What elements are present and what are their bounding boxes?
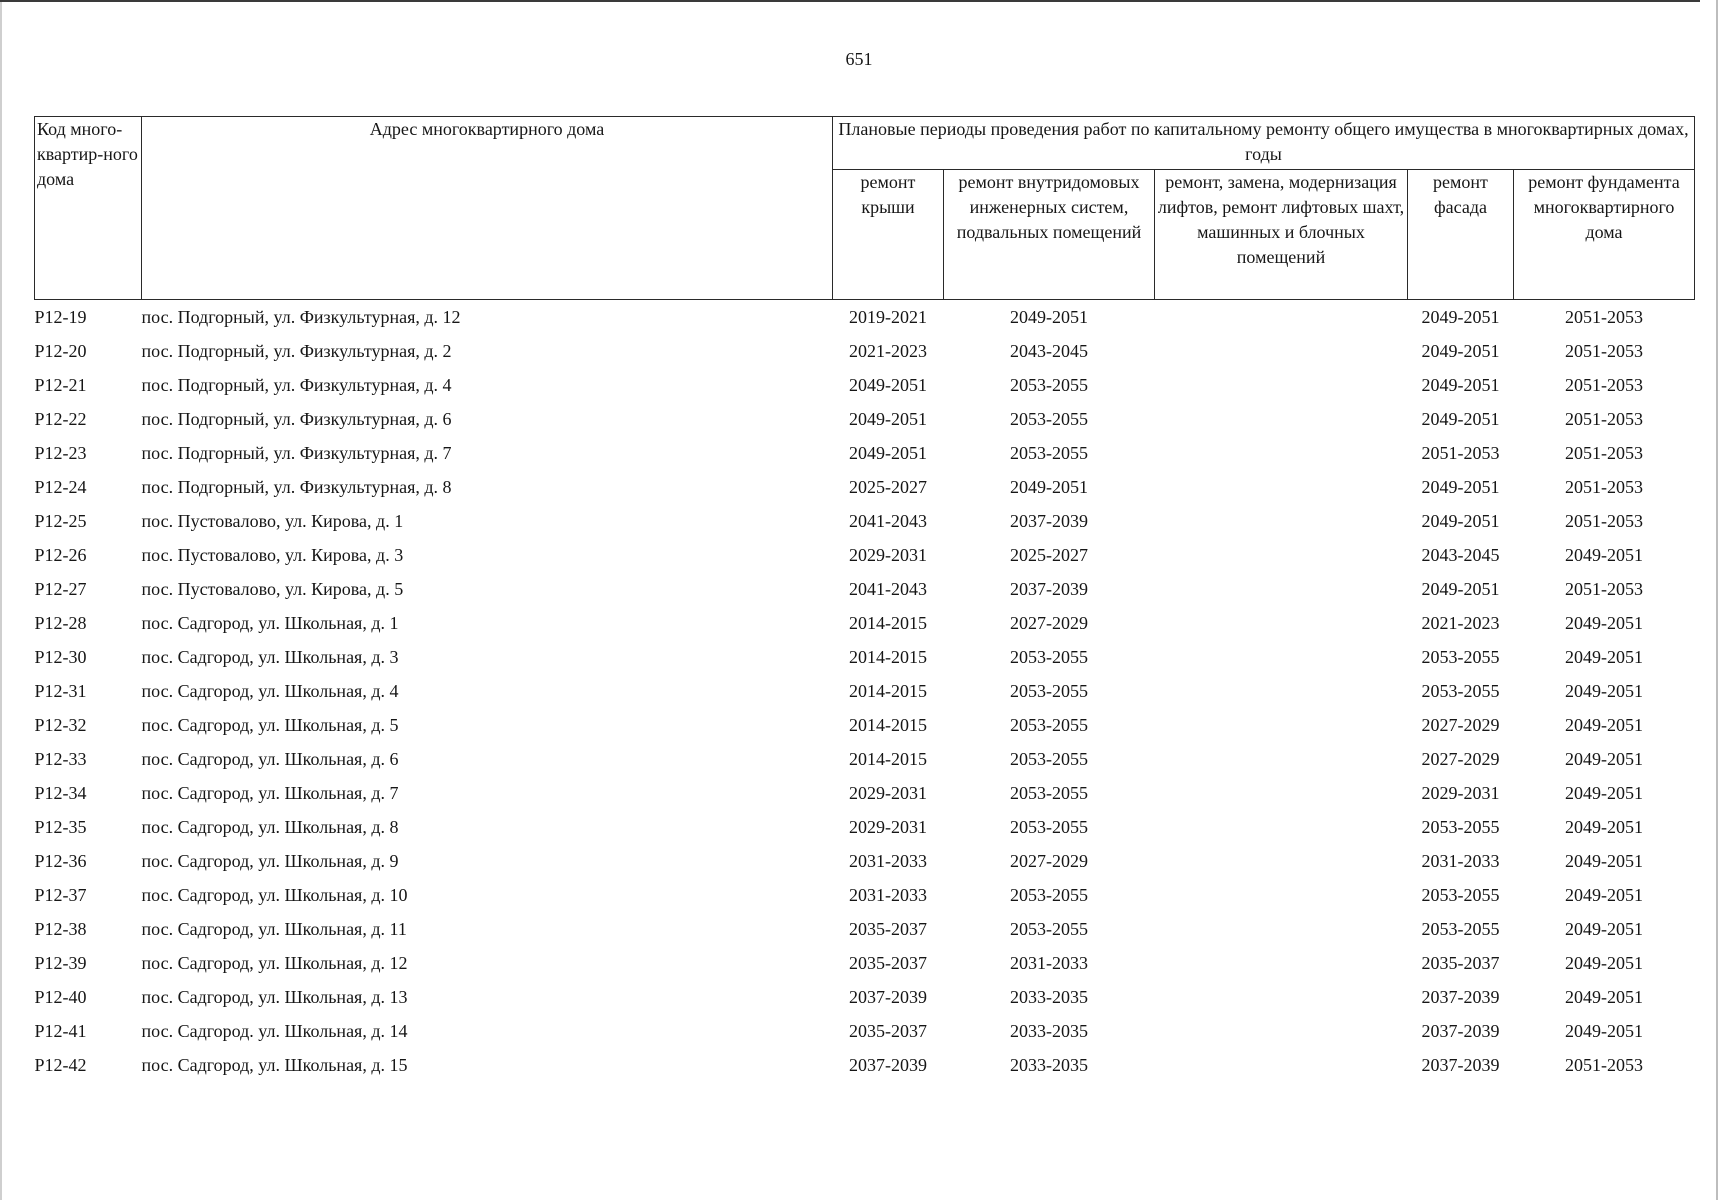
cell-address: пос. Садгород, ул. Школьная, д. 5 — [141, 715, 399, 735]
cell-engineering: 2043-2045 — [1010, 341, 1088, 361]
cell-facade: 2051-2053 — [1421, 443, 1500, 463]
page-number: 651 — [845, 49, 873, 69]
cell-foundation: 2049-2051 — [1565, 613, 1643, 633]
cell-code: Р12-41 — [34, 1021, 87, 1041]
table-row — [35, 402, 1695, 436]
cell-facade: 2053-2055 — [1421, 647, 1500, 667]
cell-elevators — [1155, 1048, 1408, 1082]
cell-engineering: 2025-2027 — [1010, 545, 1088, 565]
cell-engineering: 2053-2055 — [1010, 681, 1088, 701]
cell-elevators — [1155, 402, 1408, 436]
cell-code: Р12-21 — [34, 375, 87, 395]
cell-address: пос. Садгород, ул. Школьная, д. 4 — [141, 681, 399, 701]
scan-top-edge — [0, 0, 1700, 2]
cell-elevators — [1155, 742, 1408, 776]
cell-engineering: 2027-2029 — [1010, 613, 1088, 633]
cell-facade: 2049-2051 — [1421, 375, 1500, 395]
cell-foundation: 2051-2053 — [1565, 477, 1643, 497]
cell-code: Р12-28 — [34, 613, 87, 633]
cell-code: Р12-19 — [34, 307, 87, 327]
table-row — [35, 878, 1695, 912]
cell-elevators — [1155, 504, 1408, 538]
table-row — [35, 912, 1695, 946]
cell-address: пос. Подгорный, ул. Физкультурная, д. 4 — [141, 375, 452, 395]
cell-facade: 2049-2051 — [1421, 341, 1500, 361]
cell-address: пос. Пустовалово, ул. Кирова, д. 3 — [141, 545, 404, 565]
cell-address: пос. Подгорный, ул. Физкультурная, д. 12 — [141, 307, 461, 327]
cell-engineering: 2033-2035 — [1010, 987, 1088, 1007]
table-row — [35, 742, 1695, 776]
cell-code: Р12-32 — [34, 715, 87, 735]
cell-code: Р12-22 — [34, 409, 87, 429]
table-body — [35, 300, 1695, 1083]
cell-engineering: 2033-2035 — [1010, 1021, 1088, 1041]
cell-foundation: 2049-2051 — [1565, 749, 1643, 769]
table-row — [35, 300, 1695, 335]
cell-engineering: 2053-2055 — [1010, 885, 1088, 905]
cell-engineering: 2053-2055 — [1010, 749, 1088, 769]
table-row — [35, 1014, 1695, 1048]
cell-elevators — [1155, 708, 1408, 742]
cell-code: Р12-24 — [34, 477, 87, 497]
cell-code: Р12-31 — [34, 681, 87, 701]
cell-engineering: 2049-2051 — [1010, 477, 1088, 497]
cell-facade: 2053-2055 — [1421, 817, 1500, 837]
cell-foundation: 2049-2051 — [1565, 681, 1643, 701]
cell-roof: 2037-2039 — [849, 987, 927, 1007]
cell-address: пос. Пустовалово, ул. Кирова, д. 1 — [141, 511, 404, 531]
cell-elevators — [1155, 606, 1408, 640]
cell-roof: 2019-2021 — [849, 307, 927, 327]
cell-address: пос. Подгорный, ул. Физкультурная, д. 6 — [141, 409, 452, 429]
cell-foundation: 2049-2051 — [1565, 817, 1643, 837]
cell-address: пос. Садгород, ул. Школьная, д. 11 — [141, 919, 407, 939]
cell-foundation: 2049-2051 — [1565, 885, 1643, 905]
cell-elevators — [1155, 674, 1408, 708]
cell-elevators — [1155, 334, 1408, 368]
cell-address: пос. Садгород, ул. Школьная, д. 8 — [141, 817, 399, 837]
cell-engineering: 2037-2039 — [1010, 511, 1088, 531]
cell-elevators — [1155, 912, 1408, 946]
header-roof: ремонт крыши — [833, 170, 944, 300]
cell-elevators — [1155, 878, 1408, 912]
cell-roof: 2014-2015 — [849, 715, 927, 735]
header-facade: ремонт фасада — [1408, 170, 1514, 300]
table-row — [35, 708, 1695, 742]
cell-roof: 2049-2051 — [849, 443, 927, 463]
cell-facade: 2049-2051 — [1421, 511, 1500, 531]
cell-roof: 2041-2043 — [849, 579, 927, 599]
table-row — [35, 946, 1695, 980]
cell-facade: 2049-2051 — [1421, 477, 1500, 497]
header-planned-periods: Плановые периоды проведения работ по капитальному ремонту общего имущества в многоквартирных домах, годы — [833, 117, 1695, 170]
cell-facade: 2043-2045 — [1421, 545, 1500, 565]
cell-address: пос. Садгород, ул. Школьная, д. 10 — [141, 885, 408, 905]
cell-roof: 2031-2033 — [849, 851, 927, 871]
cell-elevators — [1155, 844, 1408, 878]
table-row — [35, 572, 1695, 606]
cell-roof: 2049-2051 — [849, 375, 927, 395]
cell-code: Р12-40 — [34, 987, 87, 1007]
header-engineering: ремонт внутридомовых инженерных систем, подвальных помещений — [944, 170, 1155, 300]
cell-roof: 2049-2051 — [849, 409, 927, 429]
cell-elevators — [1155, 572, 1408, 606]
cell-foundation: 2049-2051 — [1565, 715, 1643, 735]
cell-code: Р12-26 — [34, 545, 87, 565]
cell-facade: 2031-2033 — [1421, 851, 1500, 871]
cell-roof: 2029-2031 — [849, 545, 927, 565]
cell-code: Р12-30 — [34, 647, 87, 667]
cell-code: Р12-42 — [34, 1055, 87, 1075]
table-row — [35, 504, 1695, 538]
cell-code: Р12-37 — [34, 885, 87, 905]
cell-foundation: 2049-2051 — [1565, 953, 1643, 973]
cell-elevators — [1155, 946, 1408, 980]
cell-address: пос. Садгород, ул. Школьная, д. 12 — [141, 953, 408, 973]
header-foundation: ремонт фундамента многоквартирного дома — [1514, 170, 1695, 300]
header-elevators: ремонт, замена, модернизация лифтов, ремонт лифтовых шахт, машинных и блочных помещений — [1155, 170, 1408, 300]
cell-elevators — [1155, 538, 1408, 572]
cell-foundation: 2049-2051 — [1565, 783, 1643, 803]
table-row — [35, 334, 1695, 368]
cell-code: Р12-36 — [34, 851, 87, 871]
cell-roof: 2014-2015 — [849, 647, 927, 667]
table-row — [35, 640, 1695, 674]
cell-address: пос. Садгород, ул. Школьная, д. 6 — [141, 749, 399, 769]
cell-address: пос. Подгорный, ул. Физкультурная, д. 8 — [141, 477, 452, 497]
cell-engineering: 2037-2039 — [1010, 579, 1088, 599]
table-row — [35, 980, 1695, 1014]
table-row — [35, 470, 1695, 504]
cell-elevators — [1155, 368, 1408, 402]
cell-engineering: 2053-2055 — [1010, 443, 1088, 463]
cell-engineering: 2033-2035 — [1010, 1055, 1088, 1075]
cell-code: Р12-23 — [34, 443, 87, 463]
cell-engineering: 2031-2033 — [1010, 953, 1088, 973]
table-header — [35, 117, 1695, 300]
cell-engineering: 2049-2051 — [1010, 307, 1088, 327]
table-row — [35, 844, 1695, 878]
cell-elevators — [1155, 640, 1408, 674]
cell-roof: 2037-2039 — [849, 1055, 927, 1075]
cell-address: пос. Садгород, ул. Школьная, д. 1 — [141, 613, 399, 633]
table-row — [35, 776, 1695, 810]
table-row — [35, 538, 1695, 572]
cell-roof: 2029-2031 — [849, 817, 927, 837]
cell-foundation: 2051-2053 — [1565, 579, 1643, 599]
cell-elevators — [1155, 436, 1408, 470]
cell-roof: 2014-2015 — [849, 749, 927, 769]
cell-engineering: 2053-2055 — [1010, 715, 1088, 735]
cell-foundation: 2051-2053 — [1565, 409, 1643, 429]
cell-address: пос. Подгорный, ул. Физкультурная, д. 2 — [141, 341, 452, 361]
cell-code: Р12-35 — [34, 817, 87, 837]
cell-code: Р12-25 — [34, 511, 87, 531]
cell-elevators — [1155, 470, 1408, 504]
scan-left-edge — [0, 0, 2, 1200]
cell-address: пос. Садгород, ул. Школьная, д. 9 — [141, 851, 399, 871]
header-code: Код много-квартир-ного дома — [35, 117, 142, 300]
cell-address: пос. Подгорный, ул. Физкультурная, д. 7 — [141, 443, 452, 463]
cell-foundation: 2049-2051 — [1565, 851, 1643, 871]
cell-engineering: 2053-2055 — [1010, 783, 1088, 803]
cell-facade: 2037-2039 — [1421, 1021, 1500, 1041]
cell-code: Р12-27 — [34, 579, 87, 599]
cell-roof: 2035-2037 — [849, 919, 927, 939]
cell-elevators — [1155, 776, 1408, 810]
cell-facade: 2049-2051 — [1421, 409, 1500, 429]
cell-engineering: 2053-2055 — [1010, 647, 1088, 667]
cell-foundation: 2051-2053 — [1565, 443, 1643, 463]
cell-code: Р12-34 — [34, 783, 87, 803]
cell-facade: 2053-2055 — [1421, 885, 1500, 905]
cell-address: пос. Садгород. ул. Школьная, д. 14 — [141, 1021, 408, 1041]
cell-facade: 2037-2039 — [1421, 987, 1500, 1007]
table-row — [35, 436, 1695, 470]
cell-foundation: 2049-2051 — [1565, 647, 1643, 667]
table-row — [35, 606, 1695, 640]
table-row — [35, 810, 1695, 844]
cell-address: пос. Садгород, ул. Школьная, д. 3 — [141, 647, 399, 667]
cell-elevators — [1155, 980, 1408, 1014]
cell-roof: 2021-2023 — [849, 341, 927, 361]
cell-roof: 2035-2037 — [849, 953, 927, 973]
table-row — [35, 368, 1695, 402]
repair-schedule-table — [34, 116, 1695, 1082]
cell-facade: 2049-2051 — [1421, 307, 1500, 327]
cell-facade: 2053-2055 — [1421, 681, 1500, 701]
cell-foundation: 2049-2051 — [1565, 1021, 1643, 1041]
cell-foundation: 2051-2053 — [1565, 307, 1643, 327]
cell-facade: 2053-2055 — [1421, 919, 1500, 939]
cell-facade: 2027-2029 — [1421, 715, 1500, 735]
cell-facade: 2049-2051 — [1421, 579, 1500, 599]
cell-engineering: 2053-2055 — [1010, 375, 1088, 395]
cell-elevators — [1155, 810, 1408, 844]
cell-elevators — [1155, 1014, 1408, 1048]
cell-roof: 2029-2031 — [849, 783, 927, 803]
cell-foundation: 2051-2053 — [1565, 1055, 1643, 1075]
cell-facade: 2029-2031 — [1421, 783, 1500, 803]
cell-engineering: 2053-2055 — [1010, 817, 1088, 837]
cell-address: пос. Пустовалово, ул. Кирова, д. 5 — [141, 579, 404, 599]
cell-roof: 2014-2015 — [849, 681, 927, 701]
cell-roof: 2041-2043 — [849, 511, 927, 531]
cell-code: Р12-39 — [34, 953, 87, 973]
cell-foundation: 2051-2053 — [1565, 341, 1643, 361]
cell-code: Р12-20 — [34, 341, 87, 361]
cell-facade: 2021-2023 — [1421, 613, 1500, 633]
cell-code: Р12-33 — [34, 749, 87, 769]
cell-roof: 2025-2027 — [849, 477, 927, 497]
cell-foundation: 2049-2051 — [1565, 987, 1643, 1007]
cell-code: Р12-38 — [34, 919, 87, 939]
cell-foundation: 2049-2051 — [1565, 545, 1643, 565]
cell-foundation: 2049-2051 — [1565, 919, 1643, 939]
table-row — [35, 674, 1695, 708]
cell-foundation: 2051-2053 — [1565, 375, 1643, 395]
cell-foundation: 2051-2053 — [1565, 511, 1643, 531]
cell-roof: 2035-2037 — [849, 1021, 927, 1041]
cell-roof: 2014-2015 — [849, 613, 927, 633]
cell-engineering: 2027-2029 — [1010, 851, 1088, 871]
cell-address: пос. Садгород, ул. Школьная, д. 15 — [141, 1055, 408, 1075]
cell-address: пос. Садгород, ул. Школьная, д. 13 — [141, 987, 408, 1007]
header-address: Адрес многоквартирного дома — [142, 117, 833, 300]
cell-facade: 2035-2037 — [1421, 953, 1500, 973]
cell-facade: 2037-2039 — [1421, 1055, 1500, 1075]
cell-facade: 2027-2029 — [1421, 749, 1500, 769]
cell-engineering: 2053-2055 — [1010, 919, 1088, 939]
cell-address: пос. Садгород, ул. Школьная, д. 7 — [141, 783, 399, 803]
cell-engineering: 2053-2055 — [1010, 409, 1088, 429]
cell-roof: 2031-2033 — [849, 885, 927, 905]
cell-elevators — [1155, 300, 1408, 335]
table-row — [35, 1048, 1695, 1082]
